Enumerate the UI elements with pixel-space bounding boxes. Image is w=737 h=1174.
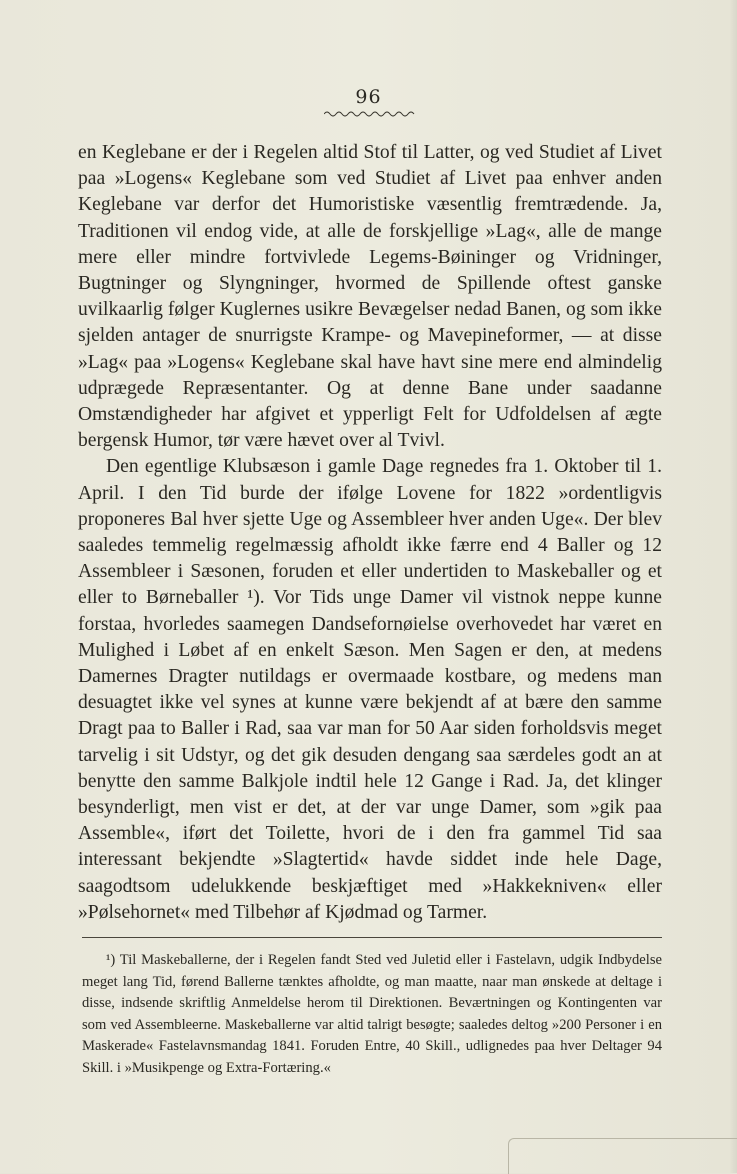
footnote-text: ¹) Til Maskeballerne, der i Regelen fandt Sted ved Juletid eller i Fastelavn, udgik Indbydelse meget lang Tid, førend Ballerne tænktes afholdte, og man maatte, naar man ønskede at deltage i disse, indsende skriftlig Anmeldelse herom til Direktionen. Beværtningen og Kontingenten var som ved Assembleerne. Maskeballerne var altid talrigt besøgte; saaledes deltog »200 Personer i en Maskerade« Fastelavnsmandag 1841. Foruden Entre, 40 Skill., udlignedes paa hver Deltager 94 Skill. i »Musikpenge og Extra-Fortæring.« xyxy=(82,952,662,1076)
footnote xyxy=(82,950,662,1080)
body-text xyxy=(78,140,662,926)
paragraph-1: en Keglebane er der i Regelen altid Stof til Latter, og ved Studiet af Livet paa »Logens« Keglebane som ved Studiet af Livet paa enhver anden Keglebane var derfor det Humoristiske væsentlig fremtrædende. Ja, Traditionen vil endog vide, at alle de forskjellige »Lag«, alle de mange mere eller mindre fortvivlede Legems-Bøininger og Vridninger, Bugtninger og Slyngninger, hvormed de Spillende oftest ganske uvilkaarlig følger Kuglernes usikre Bevægelser nedad Banen, og som ikke sjelden antager de snurrigste Krampe- og Mavepineformer, — at disse »Lag« paa »Logens« Keglebane skal have havt sine mere end almindelig udprægede Repræsentanter. Og at denne Bane under saadanne Omstændigheder har afgivet et ypperligt Felt for Udfoldelsen af ægte bergensk Humor, tør være hævet over al Tvivl. xyxy=(78,142,662,452)
page-edge-shadow xyxy=(729,0,737,1173)
scan-corner-mark xyxy=(508,1138,737,1174)
paragraph-2: Den egentlige Klubsæson i gamle Dage regnedes fra 1. Oktober til 1. April. I den Tid burde der ifølge Lovene for 1822 »ordentligvis proponeres Bal hver sjette Uge og Assembleer hver anden Uge«. Der blev saaledes temmelig regelmæssig afholdt ikke færre end 4 Baller og 12 Assembleer i Sæsonen, foruden et eller undertiden to Maskeballer og et eller to Børneballer ¹). Vor Tids unge Damer vil vistnok neppe kunne forstaa, hvorledes saamegen Dandsefornøielse overhovedet har været en Mulighed i Løbet af en enkelt Sæson. Men Sagen er den, at medens Damernes Dragter nutildags er overmaade kostbare, og medens man desuagtet ikke vel synes at kunne være bekjendt af at bære den samme Dragt paa to Baller i Rad, saa var man for 50 Aar siden forholdsvis meget tarvelig i sit Udstyr, og det gik desuden dengang saa særdeles godt an at benytte den samme Balkjole indtil hele 12 Gange i Rad. Ja, det klinger besynderligt, men vist er det, at der var unge Damer, som »gik paa Assemble«, iført det Toilette, hvori de i den fra gammel Tid saa interessant bekjendte »Slagtertid« havde siddet inde hele Dage, saagodtsom udelukkende beskjæftiget med »Hakkekniven« eller »Pølsehornet« med Tilbehør af Kjødmad og Tarmer. xyxy=(78,456,662,923)
page-number: 96 xyxy=(355,86,382,108)
wavy-ornament xyxy=(324,110,416,118)
footnote-divider xyxy=(82,937,662,938)
